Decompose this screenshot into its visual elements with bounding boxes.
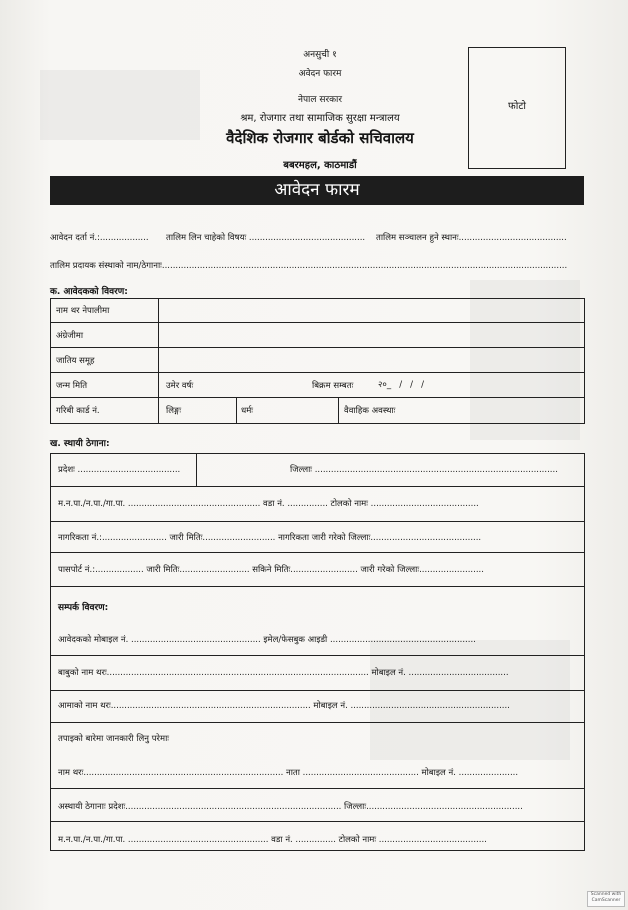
father-name-field: बाबुको नाम थरः................................................................................................. मोबाइल नं. ..................................... (58, 668, 509, 678)
temporary-municipality-field: म.न.पा./न.पा./गा.पा. .................................................... वडा नं. ............... टोलको नामः ........................................ (58, 835, 487, 845)
office-address: बबरमहल, काठमाडौं (283, 160, 357, 171)
citizenship-field: नागरिकता नं.:........................ जारी मितिः........................... नागरिकता जारी गरेको जिल्लाः......................................... (58, 533, 482, 543)
government-name: नेपाल सरकार (297, 95, 343, 105)
ministry-name: श्रम, रोजगार तथा सामाजिक सुरक्षा मन्त्रालय (240, 113, 400, 124)
religion-label: धर्मः (241, 406, 254, 416)
row-divider (50, 690, 585, 691)
photo-label: फोटो (508, 101, 526, 112)
form-title-banner: आवेदन फारम (50, 176, 584, 205)
row-divider (50, 372, 585, 373)
board-name: वैदेशिक रोजगार बोर्डको सचिवालय (226, 129, 414, 147)
gender-label: लिङ्गः (166, 406, 182, 416)
passport-field: पासपोर्ट नं.:.................. जारी मितिः.......................... सकिने मितिः......................... जारी गरेको जिल्लाः........................ (58, 565, 484, 575)
form-name: अवेदन फारम (298, 69, 342, 79)
training-subject-field: तालिम लिन चाहेको विषयः ........................................... (166, 233, 366, 243)
registration-number-field: आवेदन दर्ता नं.:.................. (50, 233, 149, 243)
dob-label: जन्म मिति (56, 381, 88, 391)
row-divider (50, 486, 585, 487)
municipality-field: म.न.पा./न.पा./गा.पा. ................................................. वडा नं. ............... टोलको नामः ........................................ (58, 499, 479, 509)
contact-details-heading: सम्पर्क विवरण: (58, 603, 109, 613)
section-applicant-heading: क. आवेदकको विवरण: (50, 287, 128, 297)
photo-box (468, 47, 566, 169)
row-divider (50, 722, 585, 723)
row-divider (50, 322, 585, 323)
column-divider (158, 298, 159, 424)
address-contact-table (50, 453, 585, 851)
applicant-details-table (50, 298, 585, 424)
applicant-mobile-field: आवेदकको मोबाइल नं. ................................................ इमेल/फेसबुक आइडी ...................................................... (58, 635, 476, 645)
mother-name-field: आमाको नाम थरः.......................................................................... मोबाइल नं. ........................................................... (58, 701, 510, 711)
column-divider (196, 453, 197, 486)
bs-date-label: बिक्रम सम्बतः (312, 381, 354, 391)
scanner-watermark: Scanned with CamScanner (587, 891, 625, 907)
age-label: उमेर वर्षः (166, 381, 194, 391)
district-field: जिल्लाः .......................................................................................... (290, 465, 558, 475)
caste-group-label: जातिय समूह (56, 356, 95, 366)
bs-date-value: २०_ / / / (378, 380, 424, 390)
column-divider (338, 397, 339, 424)
training-provider-field: तालिम प्रदायक संस्थाको नाम/ठेगानाः...................................................................................................................................................... (50, 261, 568, 271)
name-nepali-label: नाम थर नेपालीमा (56, 306, 110, 316)
province-field: प्रदेशः ...................................... (58, 465, 181, 475)
contact-person-field: नाम थरः.......................................................................... नाता ........................................... मोबाइल नं. ...................... (58, 768, 519, 778)
row-divider (50, 655, 585, 656)
row-divider (50, 586, 585, 587)
row-divider (50, 788, 585, 789)
row-divider (50, 347, 585, 348)
annex-label: अनसुची १ (303, 50, 337, 60)
training-place-field: तालिम सञ्चालन हुने स्थानः........................................ (376, 233, 567, 243)
section-address-heading: ख. स्थायी ठेगाना: (50, 439, 110, 449)
row-divider (50, 397, 585, 398)
row-divider (50, 552, 585, 553)
name-english-label: अंग्रेजीमा (56, 331, 84, 341)
marital-status-label: वैवाहिक अवस्थाः (344, 406, 396, 416)
temporary-address-field: अस्थायी ठेगानाः प्रदेशः................................................................................ जिल्लाः.......................................................... (58, 802, 523, 812)
emergency-contact-heading: तपाइको बारेमा जानकारी लिनु परेमाः (58, 734, 170, 744)
poverty-card-label: गरिबी कार्ड नं. (56, 406, 100, 416)
row-divider (50, 821, 585, 822)
column-divider (236, 397, 237, 424)
row-divider (50, 521, 585, 522)
